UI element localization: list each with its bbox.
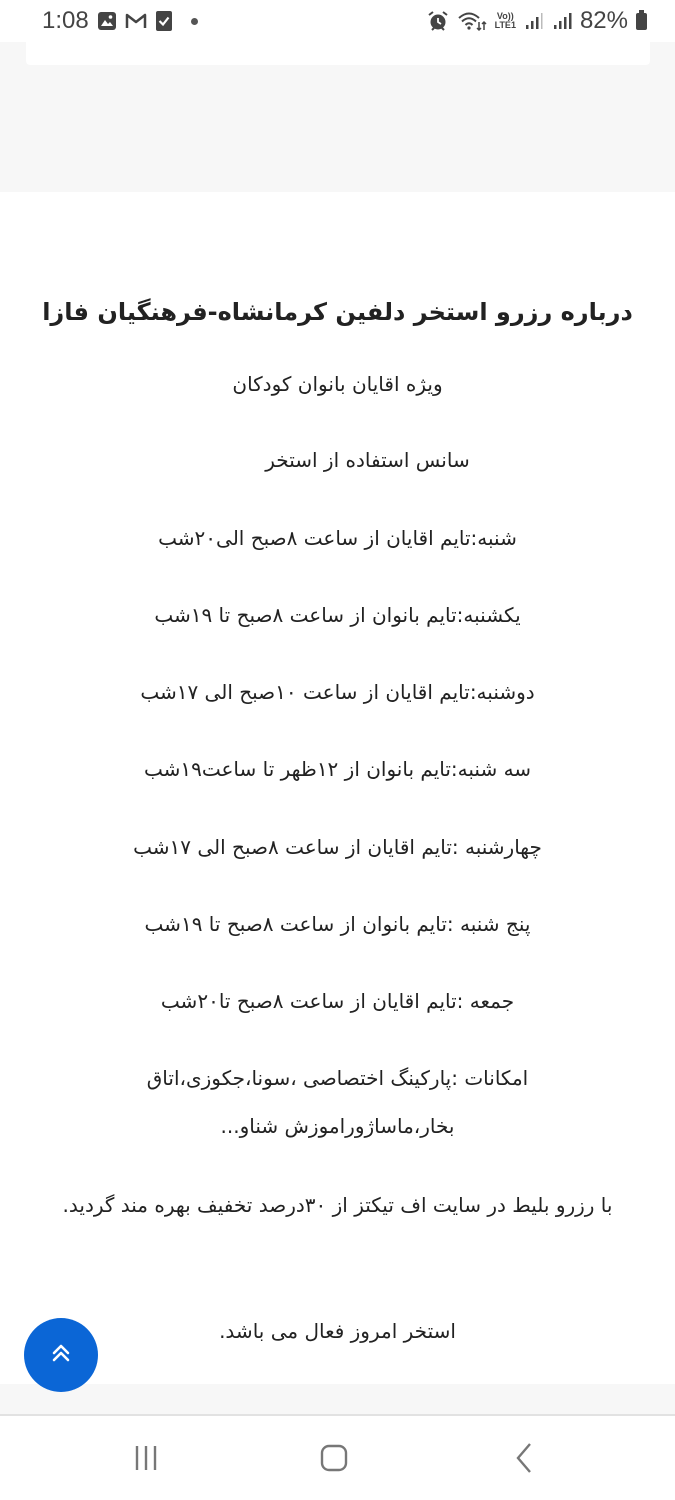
home-icon xyxy=(319,1443,349,1477)
recents-button[interactable] xyxy=(116,1440,176,1480)
schedule-thursday: پنج شنبه :تایم بانوان از ساعت ۸صبح تا ۱۹شب xyxy=(144,912,531,936)
audience-text: ویژه اقایان بانوان کودکان xyxy=(232,372,443,396)
system-nav-bar xyxy=(0,1418,675,1500)
gmail-icon xyxy=(125,11,147,31)
dot-icon xyxy=(191,18,198,25)
schedule-saturday: شنبه:تایم اقایان از ساعت ۸صبح الی۲۰شب xyxy=(158,526,517,550)
discount-text: با رزرو بلیط در سایت اف تیکتز از ۳۰درصد تخفیف بهره مند گردید. xyxy=(62,1193,613,1217)
double-chevron-up-icon xyxy=(49,1341,73,1369)
schedule-tuesday: سه شنبه:تایم بانوان از ۱۲ظهر تا ساعت۱۹شب xyxy=(143,757,532,781)
status-bar xyxy=(0,0,675,42)
about-section xyxy=(0,192,675,1384)
volte-lte1-icon: Vo)) LTE1 xyxy=(494,11,516,30)
pool-status-text: استخر امروز فعال می باشد. xyxy=(219,1319,456,1343)
bottom-gray-section xyxy=(0,1384,675,1416)
status-bar-right xyxy=(427,7,647,35)
battery-percent: 82% xyxy=(579,7,628,34)
clock: 1:08 xyxy=(42,7,89,34)
schedule-sunday: یکشنبه:تایم بانوان از ساعت ۸صبح تا ۱۹شب xyxy=(154,603,521,627)
sessions-heading: سانس استفاده از استخر xyxy=(265,448,470,472)
schedule-friday: جمعه :تایم اقایان از ساعت ۸صبح تا۲۰شب xyxy=(160,989,515,1013)
schedule-wednesday: چهارشنبه :تایم اقایان از ساعت ۸صبح الی ۱۷شب xyxy=(133,835,542,859)
gallery-icon xyxy=(97,11,117,31)
back-icon xyxy=(509,1441,539,1479)
scroll-to-top-button[interactable] xyxy=(24,1318,98,1392)
schedule-monday: دوشنبه:تایم اقایان از ساعت ۱۰صبح الی ۱۷شب xyxy=(140,680,535,704)
battery-icon xyxy=(636,13,647,30)
top-card xyxy=(26,42,650,65)
facilities-text: امکانات :پارکینگ اختصاصی ،سونا،جکوزی،اتاق بخار،ماساژوراموزش شناو... xyxy=(146,1066,529,1138)
recents-icon xyxy=(131,1443,161,1477)
alarm-icon xyxy=(427,10,449,32)
page-title: درباره رزرو استخر دلفین کرمانشاه-فرهنگیان فازا xyxy=(42,298,633,326)
wifi-icon xyxy=(457,10,487,32)
back-button[interactable] xyxy=(494,1440,554,1480)
status-bar-left xyxy=(42,7,198,35)
signal-2-icon xyxy=(552,11,572,31)
checkbox-icon xyxy=(155,10,173,32)
signal-1-icon xyxy=(524,11,544,31)
home-button[interactable] xyxy=(304,1440,364,1480)
